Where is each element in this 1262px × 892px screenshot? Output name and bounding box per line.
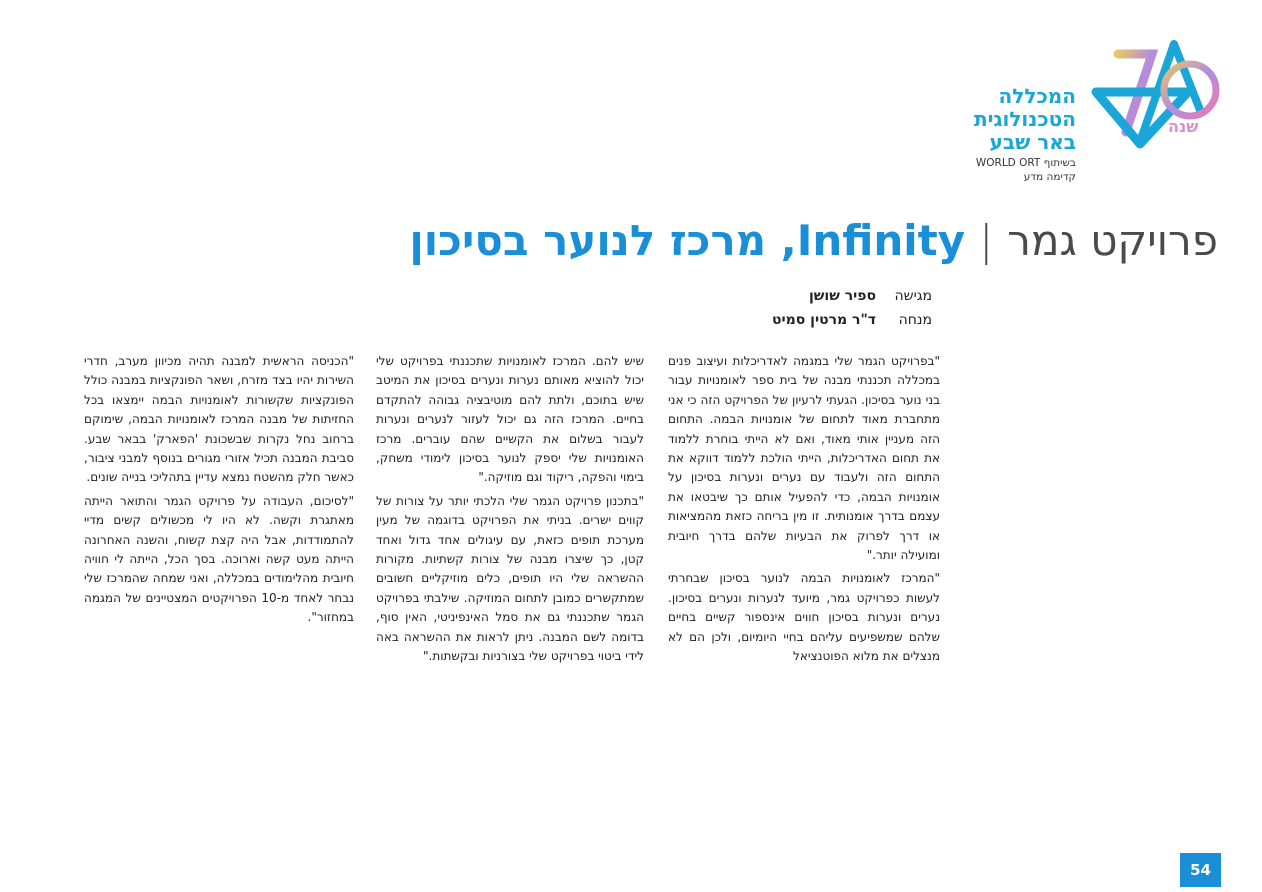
- college-name: [974, 85, 1076, 154]
- paragraph: "הכניסה הראשית למבנה תהיה מכיוון מערב, חדרי השירות יהיו בצד מזרח, ושאר הפונקציות במבנה כולל הפונקציות שקשורות לאומנויות הבמה יימצאו בכל החזיתות של מבנה המרכז לאומנויות הבמה, שימוקם ברחוב נחל נקרות שבשכונת 'הפארק' בבאר שבע. סביבת המבנה תכיל אזורי מגורים בנוסף למבני ציבור, כאשר חלק מהשטח נמצא עדיין בתהליכי בנייה שונים.: [84, 354, 354, 485]
- text-column-2: [376, 352, 644, 671]
- 70-years-emblem-icon: [1088, 40, 1224, 152]
- page-number: 54: [1180, 853, 1221, 887]
- credit-value: ד"ר מרטין סמיט: [772, 312, 876, 328]
- title-separator: |: [979, 216, 994, 265]
- credit-row-advisor: [772, 308, 932, 332]
- credit-label: מגישה: [894, 288, 932, 304]
- partner-line: קדימה מדע: [1023, 171, 1076, 183]
- college-name-line: המכללה: [998, 84, 1076, 108]
- paragraph: "לסיכום, העבודה על פרויקט הגמר והתואר הייתה מאתגרת וקשה. לא היו לי מכשולים קשים מדיי להתמודדות, אבל היה קצת קשוח, והשנה האחרונה הייתה מעט קשה וארוכה. בסך הכל, הייתה לי חוויה חיובית מהלימודים במכללה, ואני שמחה שהמרכז שלי נבחר לאחד מ-10 הפרויקטים המצטיינים של המגמה במחזור".: [84, 493, 354, 625]
- partner-line: בשיתוף WORLD ORT: [975, 157, 1076, 169]
- credit-row-presenter: [772, 284, 932, 308]
- paragraph: שיש להם. המרכז לאומנויות שתכננתי בפרויקט שלי יכול להוציא מאותם נערות ונערים בסיכון את המיטב שיש בתוכם, ולתת להם מוטיבציה גבוהה להתקדם בחיים. המרכז הזה גם יכול לעזור לנערים ונערות לעבור בשלום את הקשיים שהם עוברים. מרכז האומנויות שלי יספק לנוער בסיכון לימודי משחק, בימוי והפקה, ריקוד וגם מוזיקה.": [376, 354, 644, 485]
- credit-value: ספיר שושן: [809, 288, 876, 304]
- paragraph: "בפרויקט הגמר שלי במגמה לאדריכלות ועיצוב פנים במכללה תכננתי מבנה של בית ספר לאומנויות עבור בני נוער בסיכון. הגעתי לרעיון של הפרויקט הזה כי אני מתחברת מאוד לתחום של אומנויות הבמה. התחום הזה מעניין אותי מאוד, ואם לא הייתי בוחרת ללמוד את תחום האדריכלות, הייתי הולכת ללמוד דווקא את התחום הזה ולעבוד עם נערים ונערות בסיכון על אומנויות הבמה, כדי להפעיל אותם כך שיבטאו את עצמם בדרך אומנותית. זו מין בריחה כזאת מהמציאות או דרך לפרוק את הבעיות שלהם בדרך חיובית ומועילה יותר.": [668, 354, 940, 563]
- credits: [772, 284, 932, 332]
- college-name-line: הטכנולוגית: [973, 107, 1076, 131]
- title-main: Infinity, מרכז לנוער בסיכון: [409, 216, 966, 265]
- credit-label: מנחה: [898, 312, 932, 328]
- partner-text: [976, 156, 1076, 184]
- college-name-line: באר שבע: [989, 130, 1076, 154]
- logo-years-label: שנה: [1168, 117, 1199, 136]
- paragraph: "המרכז לאומנויות הבמה לנוער בסיכון שבחרתי לעשות כפרויקט גמר, מיועד לנערות ונערים בסיכון. נערים ונערות בסיכון חווים אינספור קשיים בחיים שלהם שמשפיעים עליהם בחיי היומיום, ולכן הם לא מנצלים את מלוא הפוטנציאל: [668, 571, 940, 664]
- page-title: [409, 214, 1218, 268]
- text-column-1: [668, 352, 940, 671]
- text-column-3: [84, 352, 354, 632]
- college-logo: [1088, 40, 1224, 152]
- title-prefix: פרויקט גמר: [1007, 216, 1218, 265]
- paragraph: "בתכנון פרויקט הגמר שלי הלכתי יותר על צורות של קווים ישרים. בניתי את הפרויקט בדוגמה של מעין מערכת תופים כזאת, עם עיגולים אחד גדול ואחד קטן, כך שיצרו מבנה של צורות קשתיות. מקורות ההשראה שלי היו תופים, כלים מוזיקליים חשובים שמתקשרים כמובן לתחום המוזיקה. שילבתי בפרויקט הגמר שתכננתי גם את סמל האינפיניטי, האין סוף, בדומה לשם המבנה. ניתן לראות את ההשראה באה לידי ביטוי בפרויקט שלי בצורניות ובקשתות.": [376, 493, 644, 664]
